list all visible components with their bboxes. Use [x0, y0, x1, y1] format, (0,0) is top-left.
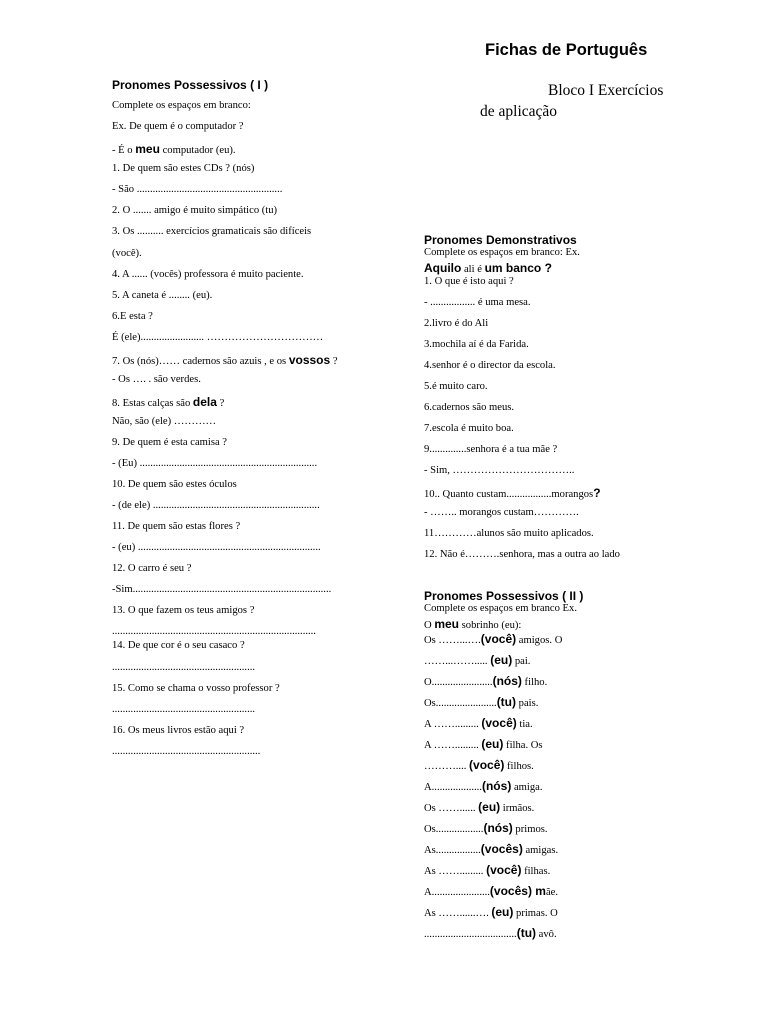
left-line [112, 605, 254, 616]
line-text: - (de ele) ............................................................... [112, 500, 320, 511]
bold-text: vossos [288, 353, 331, 367]
bold-text: (vocês) m [489, 884, 546, 898]
line-text: Não, são (ele) ………… [112, 416, 217, 427]
right-line [424, 653, 530, 667]
line-text: 6.E esta ? [112, 311, 153, 322]
line-text: 11. De quem são estas flores ? [112, 521, 241, 532]
right-line [424, 884, 558, 898]
left-line [112, 437, 227, 448]
left-line [112, 332, 323, 343]
right-line [424, 381, 488, 392]
bold-text: (nós) [492, 674, 522, 688]
left-line [112, 205, 277, 216]
line-text: amigos. O [516, 635, 563, 646]
line-text: ...................................................... [112, 662, 256, 673]
line-text: A ……......... [424, 740, 482, 751]
right-line [424, 617, 521, 631]
line-text: ? [216, 398, 225, 409]
line-text: O [424, 620, 435, 631]
right-line [424, 674, 547, 688]
line-text: - …….. morangos custam…………. [424, 507, 579, 518]
left-line [112, 163, 254, 174]
line-text: pai. [512, 656, 531, 667]
line-text: Ex. De quem é o computador ? [112, 121, 244, 132]
line-text: -Sim........................................................................... [112, 584, 332, 595]
line-text: 7.escola é muito boa. [424, 423, 514, 434]
right-line [424, 465, 574, 476]
line-text: filhas. [521, 866, 551, 877]
line-text: 5. A caneta é ........ (eu). [112, 290, 213, 301]
line-text: computador (eu). [159, 145, 236, 156]
line-text: - (eu) ..................................................................... [112, 542, 321, 553]
line-text: ali é [461, 264, 485, 275]
line-text: ................................... [424, 929, 517, 940]
line-text: ãe. [545, 887, 559, 898]
line-text: A ……......... [424, 719, 482, 730]
line-text: ……...……..... [424, 656, 491, 667]
left-line [112, 626, 316, 637]
line-text: As................. [424, 845, 481, 856]
left-line [112, 725, 244, 736]
line-text: 15. Como se chama o vosso professor ? [112, 683, 280, 694]
line-text: 14. De que cor é o seu casaco ? [112, 640, 245, 651]
right-line [424, 528, 594, 539]
line-text: amiga. [511, 782, 543, 793]
line-text: ........................................................ [112, 746, 261, 757]
line-text: As ……......…. [424, 908, 492, 919]
right-line [424, 800, 534, 814]
bold-text: (eu) [481, 737, 504, 751]
line-text: 12. Não é……….senhora, mas a outra ao lado [424, 549, 620, 560]
line-text: 7. Os (nós)…… cadernos são azuis , e os [112, 356, 289, 367]
section-heading: Pronomes Demonstrativos [424, 233, 577, 247]
line-text: 5.é muito caro. [424, 381, 488, 392]
left-line [112, 248, 142, 259]
bold-text: (eu) [490, 653, 513, 667]
line-text: ? [330, 356, 338, 367]
left-line [112, 416, 216, 427]
line-text: ............................................................................. [112, 626, 316, 637]
left-line [112, 542, 321, 553]
right-line [424, 842, 558, 856]
left-line [112, 121, 244, 132]
left-line [112, 142, 236, 156]
line-text: O....................... [424, 677, 493, 688]
left-line [112, 683, 280, 694]
line-text: É (ele)........................ …………………………… [112, 332, 324, 343]
line-text: amigas. [522, 845, 559, 856]
line-text: 10. De quem são estes óculos [112, 479, 237, 490]
bold-text: um banco ? [484, 261, 552, 275]
line-text: filha. Os [503, 740, 543, 751]
left-line [112, 662, 255, 673]
line-text: - Os …. . são verdes. [112, 374, 201, 385]
bold-text: (tu) [496, 695, 517, 709]
right-line [424, 318, 488, 329]
right-line [424, 423, 514, 434]
right-line [424, 507, 579, 518]
right-line [424, 339, 529, 350]
left-line [112, 100, 251, 111]
left-line [112, 479, 237, 490]
line-text: 8. Estas calças são [112, 398, 193, 409]
left-line [112, 563, 191, 574]
bold-text: (você) [480, 632, 517, 646]
line-text: 4. A ...... (vocês) professora é muito paciente. [112, 269, 304, 280]
line-text: - Sim, …………………………….. [424, 465, 575, 476]
bold-text: (você) [481, 716, 517, 730]
left-line [112, 290, 212, 301]
line-text: 1. O que é isto aqui ? [424, 276, 514, 287]
right-line [424, 589, 583, 603]
bold-text: (vocês) [480, 842, 523, 856]
left-line [112, 374, 201, 385]
right-line [424, 905, 558, 919]
bold-text: (nós) [483, 821, 513, 835]
line-text: tia. [516, 719, 533, 730]
bold-text: (tu) [516, 926, 537, 940]
bold-text: (nós) [481, 779, 512, 793]
block-title: Bloco I Exercícios [548, 82, 664, 99]
line-text: 16. Os meus livros estão aqui ? [112, 725, 245, 736]
line-text: ……….... [424, 761, 470, 772]
bold-text: Aquilo [424, 261, 462, 275]
line-text: 2. O ....... amigo é muito simpático (tu) [112, 205, 278, 216]
line-text: filhos. [504, 761, 534, 772]
bold-text: (eu) [478, 800, 501, 814]
line-text: Complete os espaços em branco Ex. [424, 603, 577, 614]
right-line [424, 603, 577, 614]
bold-text: (eu) [491, 905, 514, 919]
line-text: As ……......... [424, 866, 487, 877]
bold-text: meu [434, 617, 459, 631]
section-heading: Pronomes Possessivos ( I ) [112, 78, 269, 92]
right-line [424, 233, 577, 247]
line-text: 3.mochila aí é da Farida. [424, 339, 529, 350]
line-text: 1. De quem são estes CDs ? (nós) [112, 163, 255, 174]
line-text: irmãos. [500, 803, 535, 814]
line-text: 10.. Quanto custam.................morangos [424, 489, 594, 500]
line-text: sobrinho (eu): [459, 620, 522, 631]
right-line [424, 737, 543, 751]
left-line [112, 521, 240, 532]
left-line [112, 640, 245, 651]
line-text: Complete os espaços em branco: Ex. [424, 247, 580, 258]
line-text: Os.................. [424, 824, 484, 835]
right-line [424, 632, 562, 646]
line-text: 12. O carro é seu ? [112, 563, 192, 574]
line-text: A...................... [424, 887, 490, 898]
left-line [112, 269, 304, 280]
left-line [112, 226, 311, 237]
line-text: Complete os espaços em branco: [112, 100, 251, 111]
bold-text: (você) [486, 863, 522, 877]
right-line [424, 758, 534, 772]
line-text: - É o [112, 145, 136, 156]
right-line [424, 360, 556, 371]
right-line [424, 926, 557, 940]
block-subtitle: de aplicação [480, 103, 558, 120]
line-text: - ................. é uma mesa. [424, 297, 531, 308]
right-line [424, 863, 550, 877]
right-line [424, 402, 514, 413]
line-text: 13. O que fazem os teus amigos ? [112, 605, 255, 616]
bold-text: (você) [469, 758, 505, 772]
line-text: filho. [521, 677, 548, 688]
right-line [424, 444, 557, 455]
right-line [424, 261, 552, 275]
right-line [424, 716, 533, 730]
right-line [424, 247, 580, 258]
right-line [424, 486, 601, 500]
left-line [112, 353, 338, 367]
left-line [112, 584, 331, 595]
bold-text: dela [192, 395, 217, 409]
section-heading: Pronomes Possessivos ( II ) [424, 589, 584, 603]
left-line [112, 458, 317, 469]
left-line [112, 704, 255, 715]
right-line [424, 821, 548, 835]
right-line [424, 549, 620, 560]
right-line [424, 276, 514, 287]
line-text: 2.livro é do Ali [424, 318, 489, 329]
left-line [112, 500, 320, 511]
line-text: Os ……...…. [424, 635, 481, 646]
line-text: 6.cadernos são meus. [424, 402, 515, 413]
line-text: 9..............senhora é a tua mãe ? [424, 444, 558, 455]
line-text: (você). [112, 248, 142, 259]
left-line [112, 746, 260, 757]
line-text: A................... [424, 782, 482, 793]
page-title: Fichas de Português [485, 41, 648, 59]
line-text: 4.senhor é o director da escola. [424, 360, 556, 371]
line-text: 9. De quem é esta camisa ? [112, 437, 228, 448]
line-text: ...................................................... [112, 704, 256, 715]
line-text: avô. [536, 929, 557, 940]
right-line [424, 779, 543, 793]
line-text: 11…………alunos são muito aplicados. [424, 528, 594, 539]
line-text: - São ....................................................... [112, 184, 283, 195]
left-line [112, 184, 282, 195]
line-text: primas. O [513, 908, 558, 919]
line-text: - (Eu) ................................................................... [112, 458, 318, 469]
bold-text: ? [593, 486, 601, 500]
left-line [112, 311, 153, 322]
left-line [112, 78, 268, 92]
right-line [424, 695, 538, 709]
right-line [424, 297, 531, 308]
bold-text: meu [135, 142, 160, 156]
line-text: pais. [516, 698, 539, 709]
line-text: primos. [512, 824, 548, 835]
line-text: 3. Os .......... exercícios gramaticais são difíceis [112, 226, 312, 237]
left-line [112, 395, 224, 409]
line-text: Os....................... [424, 698, 497, 709]
line-text: Os ……...... [424, 803, 479, 814]
